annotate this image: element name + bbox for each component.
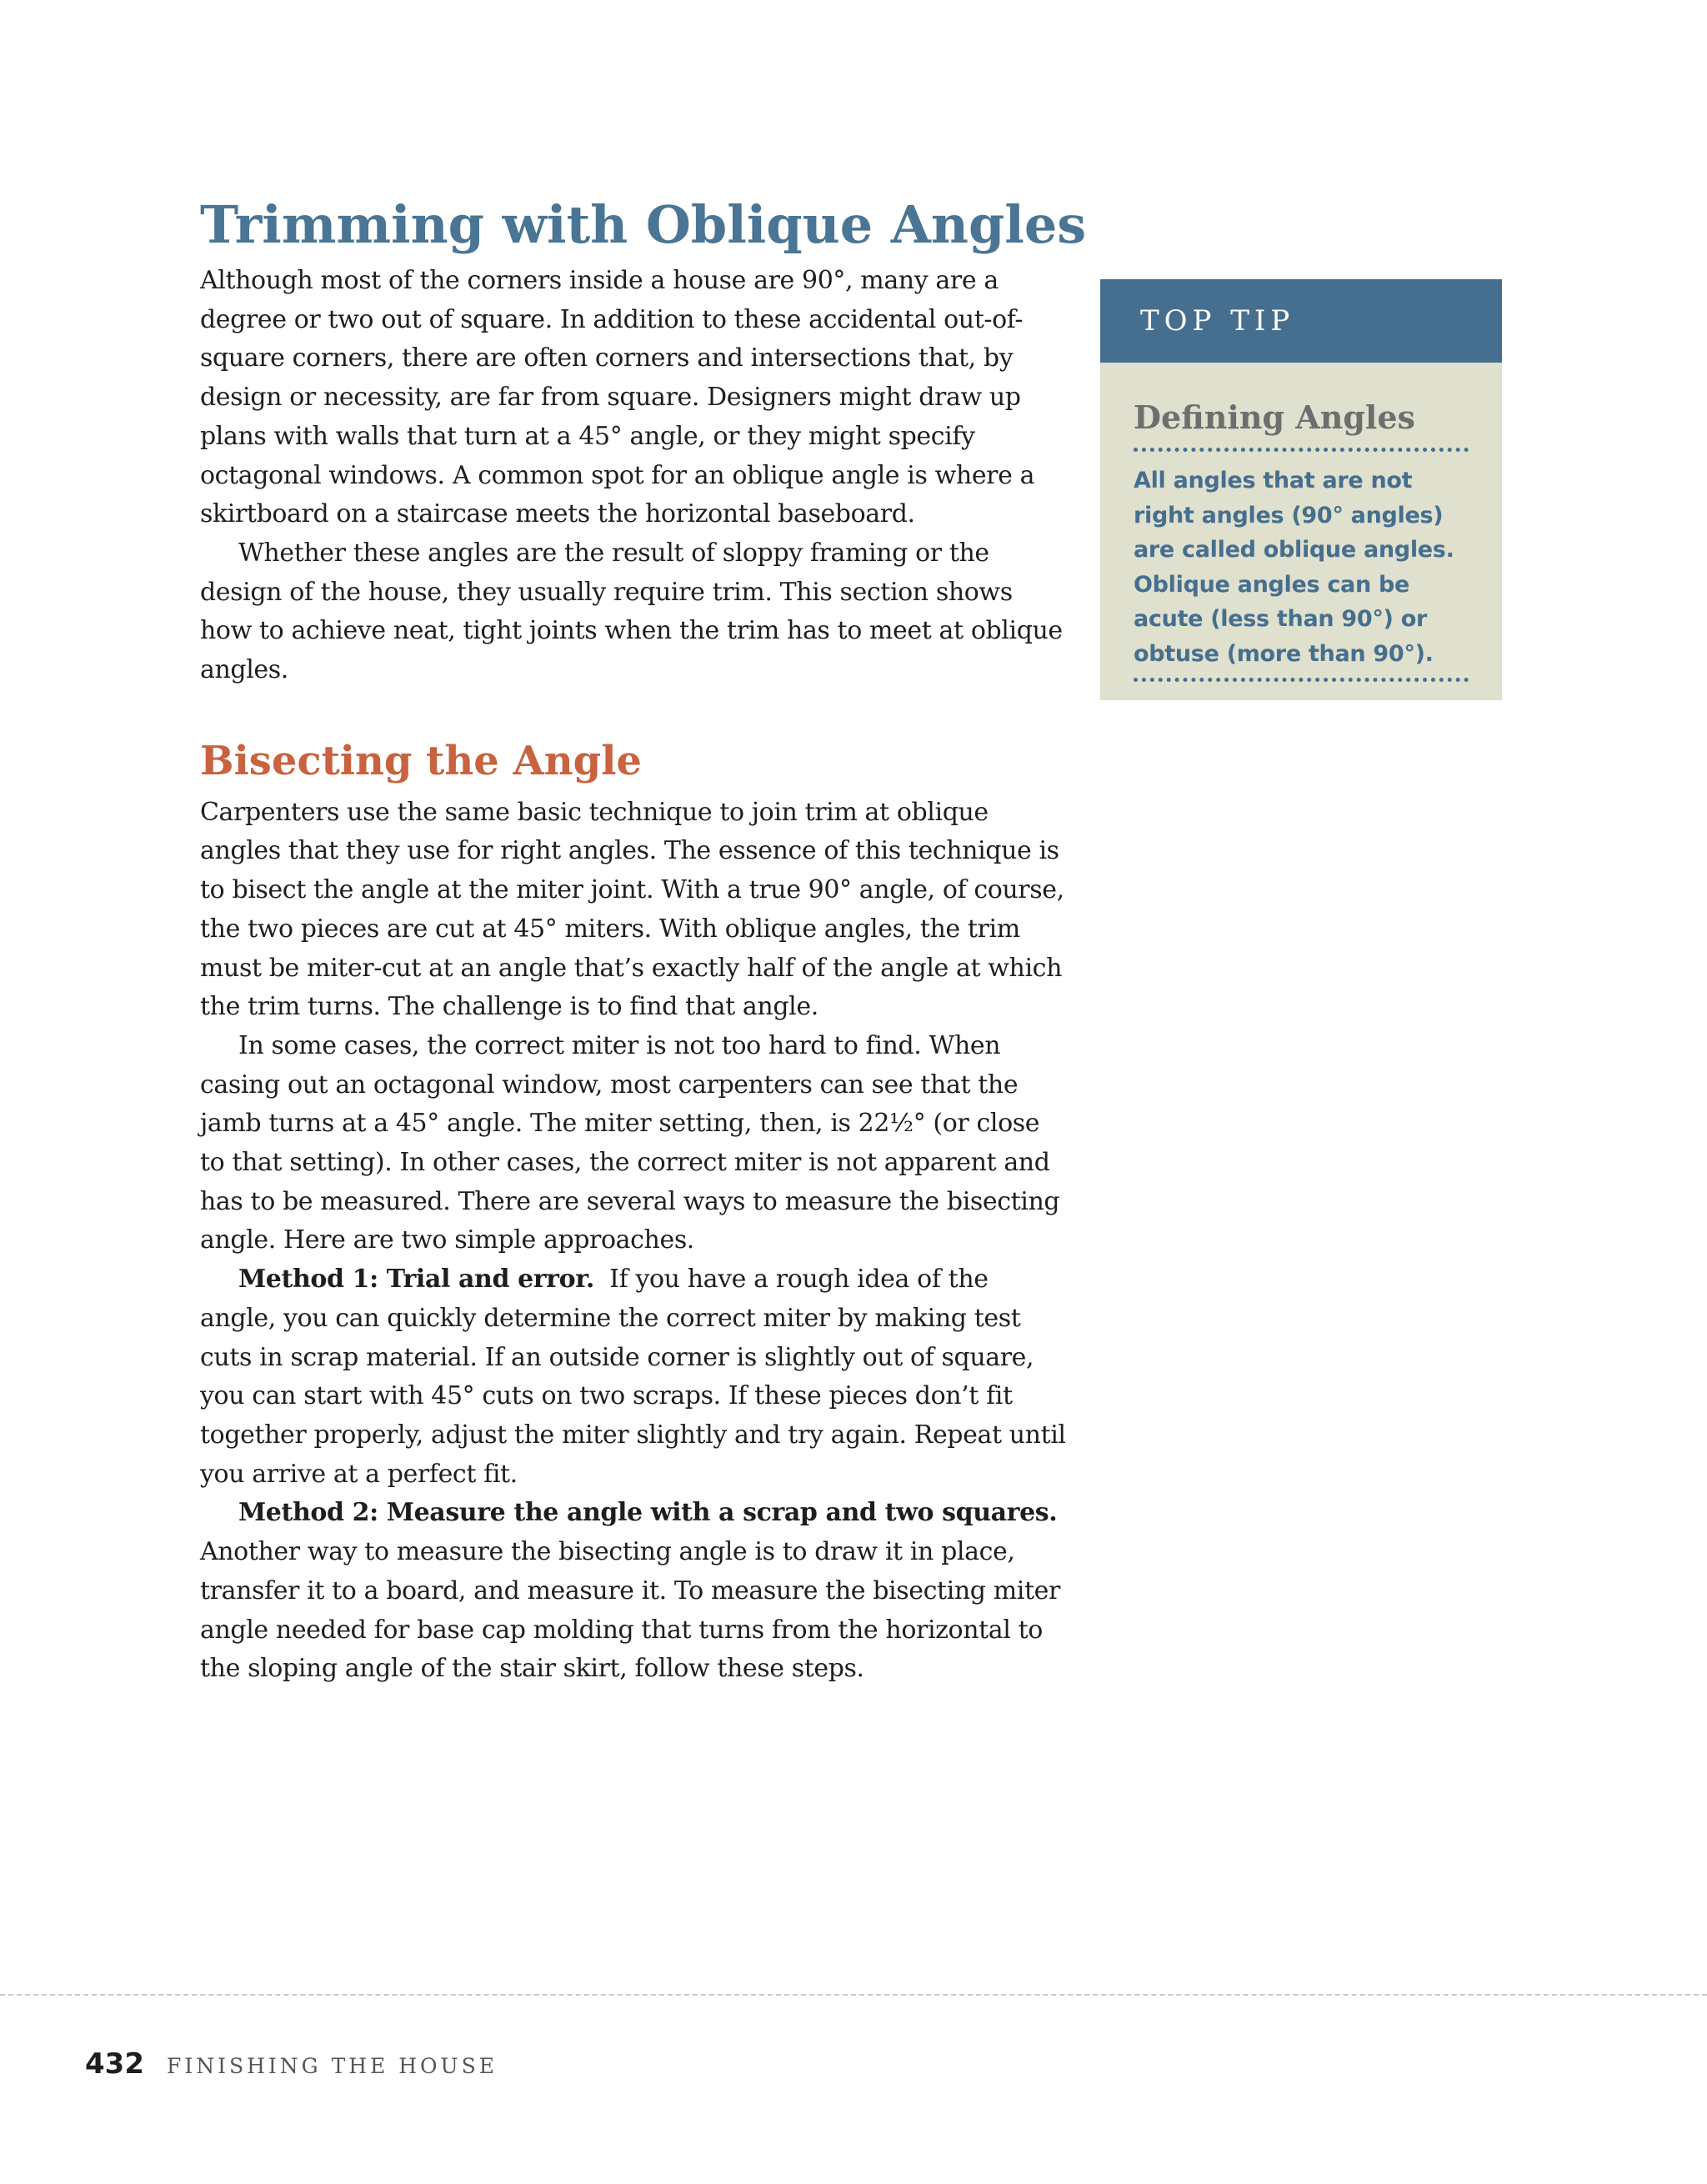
main-column (200, 192, 1087, 1689)
method-2-label: Method 2: Measure the angle with a scrap and two squares. (238, 1498, 1058, 1528)
section-paragraph-2: In some cases, the correct miter is not too hard to find. When casing out an octagonal window, most carpenters can see that the jamb turns at a 45° angle. The miter setting, then, is 22½° (or close to that setting). In other cases, the correct miter is not apparent and has to be measured. There are several ways to measure the bisecting angle. Here are two simple approaches. (200, 1030, 1060, 1255)
page-number: 432 (85, 2047, 144, 2081)
method-2-text: Another way to measure the bisecting angle is to draw it in place, transfer it to a board, and measure it. To measure the bisecting miter angle needed for base cap molding that turns from the horizontal to the sloping angle of the stair skirt, follow these steps. (200, 1537, 1060, 1684)
section-paragraph-1: Carpenters use the same basic technique to join trim at oblique angles that they use for right angles. The essence of this technique is to bisect the angle at the miter joint. With a true 90° angle, of course, the two pieces are cut at 45° miters. With oblique angles, the trim must be miter-cut at an angle that’s exactly half of the angle at which the trim turns. The challenge is to find that angle. (200, 797, 1064, 1022)
intro-paragraph-1: Although most of the corners inside a house are 90°, many are a degree or two out of square. In addition to these accidental out-of-square corners, there are often corners and intersections that, by design or necessity, are far from square. Designers might draw up plans with walls that turn at a 45° angle, or they might specify octagonal windows. A common spot for an oblique angle is where a skirtboard on a staircase meets the horizontal baseboard. (200, 266, 1035, 529)
dotted-divider-bottom (1134, 678, 1469, 687)
top-tip-header: TOP TIP (1100, 279, 1502, 363)
top-tip-sidebar (1100, 279, 1502, 700)
method-2-paragraph (200, 1494, 1067, 1689)
method-1-paragraph (200, 1260, 1067, 1494)
method-1-text: If you have a rough idea of the angle, you can quickly determine the correct miter by making test cuts in scrap material. If an outside corner is slightly out of square, you can start with 45° cuts on two scraps. If these pieces don’t fit together properly, adjust the miter slightly and try again. Repeat until you arrive at a perfect fit. (200, 1265, 1066, 1489)
footer-divider (0, 1994, 1707, 1996)
running-head: FINISHING THE HOUSE (167, 2054, 498, 2078)
top-tip-title: Defining Angles (1134, 398, 1415, 436)
top-tip-body: All angles that are not right angles (90° angles) are called oblique angles. Oblique angles can be acute (less than 90°) or obtuse (more than 90°). (1134, 468, 1454, 667)
dotted-divider-top (1134, 448, 1469, 457)
section-heading: Bisecting the Angle (200, 737, 642, 784)
intro-paragraph-2: Whether these angles are the result of sloppy framing or the design of the house, they usually require trim. This section shows how to achieve neat, tight joints when the trim has to meet at oblique angles. (200, 538, 1063, 685)
method-1-label: Method 1: Trial and error. (238, 1265, 594, 1295)
article-title: Trimming with Oblique Angles (200, 194, 1087, 255)
